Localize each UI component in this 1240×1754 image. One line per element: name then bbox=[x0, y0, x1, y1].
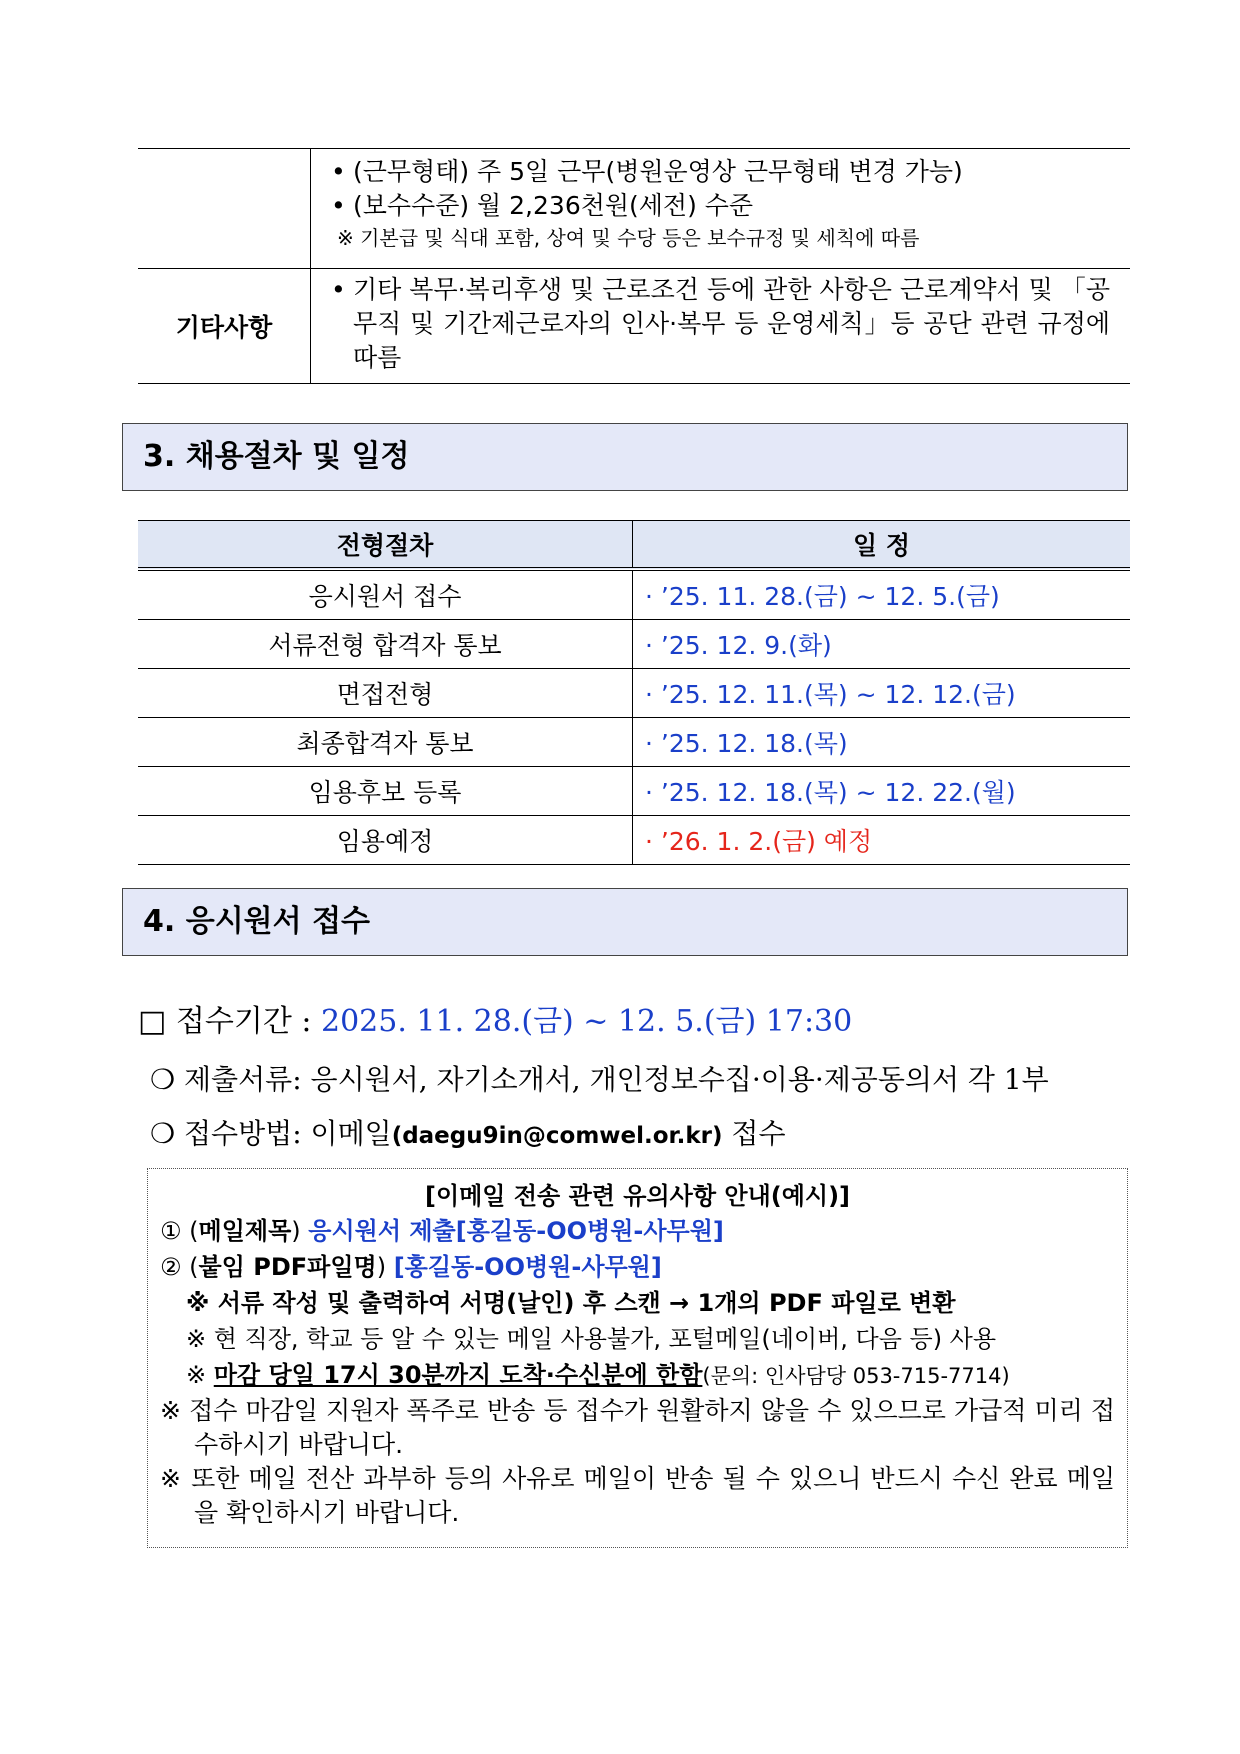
table-row bbox=[138, 669, 1130, 718]
schedule-date: · ’25. 11. 28.(금) ~ 12. 5.(금) bbox=[633, 569, 1131, 620]
schedule-step: 서류전형 합격자 통보 bbox=[138, 620, 633, 669]
email-warning-early: ※ 접수 마감일 지원자 폭주로 반송 등 접수가 원활하지 않을 수 있으므로 가급적 미리 접수하시기 바랍니다. bbox=[160, 1396, 1115, 1459]
schedule-date: · ’25. 12. 9.(화) bbox=[633, 620, 1131, 669]
reception-method: ❍ 접수방법: 이메일(daegu9in@comwel.or.kr) 접수 bbox=[150, 1117, 786, 1150]
conditions-row-etc bbox=[138, 269, 1130, 384]
bullet-salary: • (보수수준) 월 2,236천원(세전) 수준 bbox=[331, 191, 754, 220]
schedule-header-step: 전형절차 bbox=[138, 521, 633, 570]
etc-label: 기타사항 bbox=[138, 269, 311, 384]
email-note-portal: ※ 현 직장, 학교 등 알 수 있는 메일 사용불가, 포털메일(네이버, 다음 등) 사용 bbox=[186, 1325, 997, 1353]
reception-email: (daegu9in@comwel.or.kr) bbox=[391, 1123, 723, 1149]
email-note-pdf: ※ 서류 작성 및 출력하여 서명(날인) 후 스캔 → 1개의 PDF 파일로 변환 bbox=[186, 1289, 956, 1317]
table-row bbox=[138, 816, 1130, 865]
email-warning-confirm: ※ 또한 메일 전산 과부하 등의 사유로 메일이 반송 될 수 있으니 반드시 수신 완료 메일을 확인하시기 바랍니다. bbox=[160, 1464, 1115, 1527]
schedule-step: 임용예정 bbox=[138, 816, 633, 865]
email-note-deadline: ※ 마감 당일 17시 30분까지 도착·수신분에 한함(문의: 인사담당 053-715-7714) bbox=[186, 1361, 1010, 1389]
bullet-etc: • 기타 복무·복리후생 및 근로조건 등에 관한 사항은 근로계약서 및 「공무직 및 기간제근로자의 인사·복무 등 운영세칙」등 공단 관련 규정에 따름 bbox=[331, 275, 1110, 372]
reception-period: □ 접수기간 : 2025. 11. 28.(금) ~ 12. 5.(금) 17:30 bbox=[138, 1004, 853, 1039]
email-notice-title: [이메일 전송 관련 유의사항 안내(예시)] bbox=[424, 1182, 851, 1210]
schedule-step: 임용후보 등록 bbox=[138, 767, 633, 816]
schedule-step: 응시원서 접수 bbox=[138, 569, 633, 620]
schedule-step: 최종합격자 통보 bbox=[138, 718, 633, 767]
schedule-step: 면접전형 bbox=[138, 669, 633, 718]
schedule-date: · ’25. 12. 11.(목) ~ 12. 12.(금) bbox=[633, 669, 1131, 718]
table-row bbox=[138, 767, 1130, 816]
schedule-header-date: 일 정 bbox=[633, 521, 1131, 570]
email-item-subject: ① (메일제목) 응시원서 제출[홍길동-OO병원-사무원] bbox=[160, 1217, 724, 1245]
section4-header: 4. 응시원서 접수 bbox=[122, 888, 1128, 956]
schedule-date: · ’26. 1. 2.(금) 예정 bbox=[633, 816, 1131, 865]
reception-docs: ❍ 제출서류: 응시원서, 자기소개서, 개인정보수집·이용·제공동의서 각 1부 bbox=[150, 1063, 1049, 1096]
table-row bbox=[138, 718, 1130, 767]
email-notice-box bbox=[147, 1168, 1128, 1548]
schedule-date: · ’25. 12. 18.(목) ~ 12. 22.(월) bbox=[633, 767, 1131, 816]
schedule-header-row bbox=[138, 521, 1130, 570]
conditions-label-empty bbox=[138, 149, 311, 269]
table-row bbox=[138, 620, 1130, 669]
email-item-filename: ② (붙임 PDF파일명) [홍길동-OO병원-사무원] bbox=[160, 1253, 662, 1281]
bullet-work-type: • (근무형태) 주 5일 근무(병원운영상 근무형태 변경 가능) bbox=[331, 157, 963, 186]
conditions-table bbox=[138, 148, 1130, 384]
conditions-row-work bbox=[138, 149, 1130, 269]
etc-content bbox=[311, 269, 1131, 384]
schedule-date: · ’25. 12. 18.(목) bbox=[633, 718, 1131, 767]
section3-header: 3. 채용절차 및 일정 bbox=[122, 423, 1128, 491]
salary-note: ※ 기본급 및 식대 포함, 상여 및 수당 등은 보수규정 및 세칙에 따름 bbox=[337, 226, 920, 250]
schedule-table bbox=[138, 520, 1130, 865]
reception-period-value: 2025. 11. 28.(금) ~ 12. 5.(금) 17:30 bbox=[321, 1004, 853, 1039]
conditions-content-work bbox=[311, 149, 1131, 269]
table-row bbox=[138, 569, 1130, 620]
